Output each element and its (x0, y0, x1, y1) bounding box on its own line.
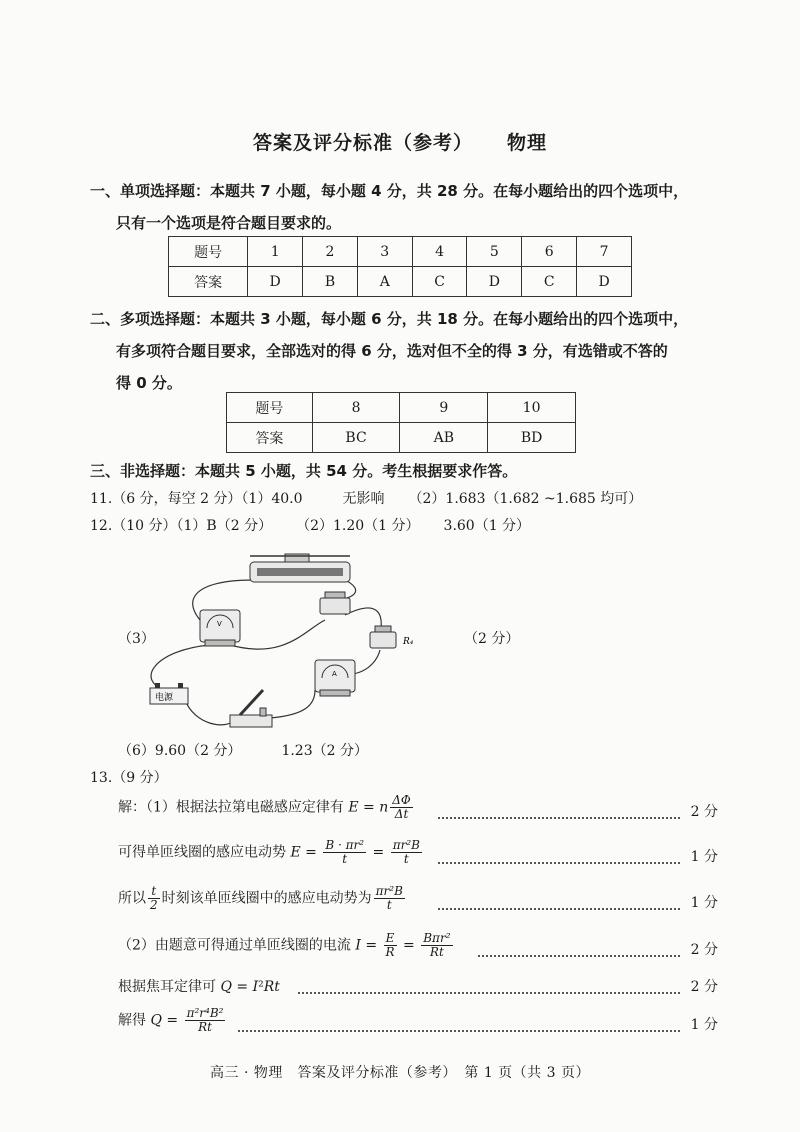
answer-q12 (90, 515, 530, 535)
section1-heading: 一、单项选择题：本题共 7 小题，每小题 4 分，共 28 分。在每小题给出的四个选项中， (90, 182, 689, 200)
solution-text: （2）由题意可得通过单匝线圈的电流 (118, 937, 351, 954)
table-cell: D (467, 267, 522, 297)
table-cell: 8 (312, 393, 400, 423)
q11-part-c: （2）1.683（1.682 ~1.685 均可） (408, 491, 643, 507)
battery-label: 电源 (155, 693, 174, 703)
table-cell: 4 (412, 237, 467, 267)
table-cell: AB (400, 423, 488, 453)
solution-points: 1 分 (690, 895, 718, 911)
table-cell: 6 (522, 237, 577, 267)
section2-heading-line2: 有多项符合题目要求，全部选对的得 6 分，选对但不全的得 3 分，有选错或不答的 (116, 342, 668, 360)
rheostat (250, 554, 350, 582)
single-choice-answer-table (168, 236, 632, 297)
section2-heading-line3: 得 0 分。 (116, 374, 182, 392)
voltmeter (200, 610, 240, 646)
table-row (227, 423, 576, 453)
q12-part6-b: 1.23（2 分） (281, 743, 368, 759)
solution-points: 2 分 (690, 942, 718, 958)
knife-switch (230, 690, 272, 727)
table-cell: 1 (248, 237, 303, 267)
solution-text: 所以 (118, 890, 146, 907)
solution-text-cont: 时刻该单匝线圈中的感应电动势为 (161, 890, 372, 907)
solution-points: 1 分 (690, 849, 718, 865)
ammeter-label: A (332, 670, 337, 678)
q12-part3-points: （2 分） (464, 631, 520, 647)
q12-part3-label: （3） (118, 631, 155, 647)
ammeter (315, 660, 355, 696)
resistor-r4-label: R₄ (403, 637, 414, 647)
resistor-box-upper (320, 592, 350, 614)
solution-points: 2 分 (690, 979, 718, 995)
table-cell: BC (312, 423, 400, 453)
table-cell: 3 (357, 237, 412, 267)
solution-line-3: 所以 $\frac{t}{2}$ 时刻该单匝线圈中的感应电动势为 $\frac{\text{πr²B}}{t}$ 1 分 (118, 884, 718, 912)
solution-line-2: 可得单匝线圈的感应电动势 E = $\frac{\text{B · πr²}}{t}$ = $\frac{\text{πr²B}}{t}$ 1 分 (118, 838, 718, 866)
table-cell: 5 (467, 237, 522, 267)
table-cell: D (248, 267, 303, 297)
solution-line-4: （2）由题意可得通过单匝线圈的电流 I = $\frac{E}{R}$ = $\frac{\text{Bπr²}}{Rt}$ 2 分 (118, 931, 718, 959)
solution-points: 2 分 (690, 804, 718, 820)
table-cell: 9 (400, 393, 488, 423)
q11-part-a: 11.（6 分，每空 2 分）（1）40.0 (90, 491, 303, 507)
title-subject: 物理 (507, 132, 548, 154)
battery (150, 683, 188, 704)
section-multiple-choice (90, 303, 730, 399)
solution-text: 可得单匝线圈的感应电动势 (118, 844, 286, 861)
q11-part-b: 无影响 (342, 491, 385, 507)
table-row (169, 267, 632, 297)
resistor-r4 (370, 626, 414, 648)
solution-text: 解：（1）根据法拉第电磁感应定律有 (118, 799, 344, 816)
table-cell: B (303, 267, 358, 297)
table-cell: A (357, 267, 412, 297)
section1-heading-line2: 只有一个选项是符合题目要求的。 (116, 214, 342, 232)
solution-text: 解得 (118, 1012, 146, 1029)
section-single-choice (90, 175, 730, 239)
q12-part-a: 12.（10 分）（1）B（2 分） (90, 518, 273, 534)
table-cell: 答案 (169, 267, 248, 297)
page-title (0, 128, 800, 155)
table-cell: D (577, 267, 632, 297)
table-cell: 7 (577, 237, 632, 267)
table-cell: BD (488, 423, 576, 453)
solution-line-5: 根据焦耳定律可 Q = I²Rt 2 分 (118, 970, 718, 1000)
q12-part6-a: （6）9.60（2 分） (118, 743, 242, 759)
table-cell: C (412, 267, 467, 297)
table-cell: 2 (303, 237, 358, 267)
page-footer: 高三 · 物理 答案及评分标准（参考） 第 1 页（共 3 页） (210, 1065, 590, 1081)
section3-heading: 三、非选择题：本题共 5 小题，共 54 分。考生根据要求作答。 (90, 462, 518, 480)
voltmeter-label: V (217, 620, 222, 628)
q12-part-b: （2）1.20（1 分） (296, 518, 420, 534)
solution-line-6: 解得 Q = $\frac{\text{π²r⁴B²}}{Rt}$ 1 分 (118, 1006, 718, 1034)
title-main: 答案及评分标准（参考） (252, 132, 473, 154)
table-cell: 题号 (227, 393, 313, 423)
table-row (169, 237, 632, 267)
q12-part-c: 3.60（1 分） (443, 518, 531, 534)
table-cell: 10 (488, 393, 576, 423)
section-non-choice (90, 455, 730, 487)
answer-q11 (90, 488, 642, 508)
solution-points: 1 分 (690, 1017, 718, 1033)
solution-text: 根据焦耳定律可 (118, 979, 216, 995)
table-cell: C (522, 267, 577, 297)
circuit-diagram (135, 540, 435, 740)
table-row (227, 393, 576, 423)
solution-line-1: 解：（1）根据法拉第电磁感应定律有 E = n $\frac{\Delta\Phi}{\Delta t}$ 2 分 (118, 793, 718, 821)
table-cell: 题号 (169, 237, 248, 267)
answer-q13-heading: 13.（9 分） (90, 770, 168, 786)
multiple-choice-answer-table (226, 392, 576, 453)
table-cell: 答案 (227, 423, 313, 453)
answer-q12-part6 (118, 740, 368, 760)
section2-heading: 二、多项选择题：本题共 3 小题，每小题 6 分，共 18 分。在每小题给出的四个选项中， (90, 310, 689, 328)
